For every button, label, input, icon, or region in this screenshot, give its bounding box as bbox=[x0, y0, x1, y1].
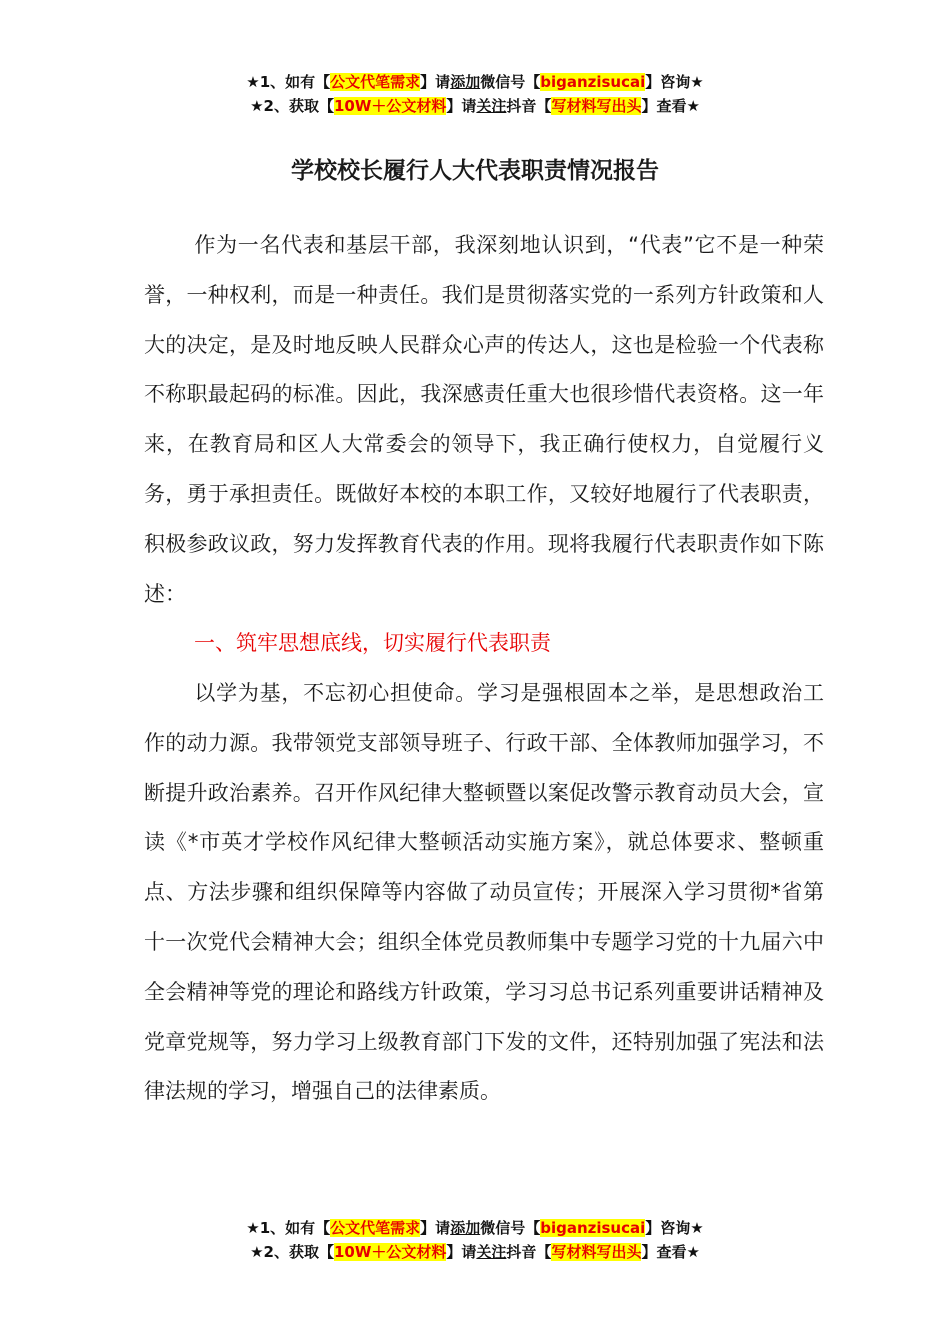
banner-highlight-wechat-id: biganzisucai bbox=[540, 73, 646, 91]
banner-line-1-text-2: 微信号【 bbox=[480, 73, 541, 91]
footer-highlight-materials: 10W＋公文材料 bbox=[333, 1243, 447, 1261]
paragraph-study-text: 以学为基，不忘初心担使命。学习是强根固本之举，是思想政治工作的动力源。我带领党支部领导班子、行政干部、全体教师加强学习，不断提升政治素养。召开作风纪律大整顿暨以案促改警示教育动员大会，宣读《*市英才学校作风纪律大整顿活动实施方案》，就总体要求、整顿重点、方法步骤和组织保障等内容做了动员宣传；开展深入学习贯彻*省第十一次党代会精神大会；组织全体党员教师集中专题学习党的十九届六中全会精神等党的理论和路线方针政策，学习习总书记系列重要讲话精神及党章党规等，努力学习上级教育部门下发的文件，还特别加强了宪法和法律法规的学习，增强自己的法律素质。 bbox=[144, 681, 824, 1104]
banner-line-2-text: 】请 bbox=[446, 97, 477, 115]
footer-line-1-text: 】请 bbox=[420, 1219, 451, 1237]
footer-line-1-prefix: ★1、如有【 bbox=[246, 1219, 331, 1237]
footer-line-2-text-2: 抖音【 bbox=[506, 1243, 552, 1261]
banner-line-2-suffix: 】查看★ bbox=[641, 97, 700, 115]
footer-highlight-wechat-id: biganzisucai bbox=[540, 1219, 646, 1237]
banner-highlight-materials: 10W＋公文材料 bbox=[333, 97, 447, 115]
banner-line-1-text: 】请 bbox=[420, 73, 451, 91]
footer-line-1-text-2: 微信号【 bbox=[480, 1219, 541, 1237]
banner-line-1 bbox=[0, 70, 950, 94]
footer-highlight-account: 写材料写出头 bbox=[551, 1243, 642, 1261]
footer-underlined-follow: 关注 bbox=[476, 1243, 507, 1261]
banner-highlight-account: 写材料写出头 bbox=[551, 97, 642, 115]
banner-line-2-text-2: 抖音【 bbox=[506, 97, 552, 115]
footer-banner-line-1 bbox=[0, 1216, 950, 1240]
banner-line-1-prefix: ★1、如有【 bbox=[246, 73, 331, 91]
footer-highlight-service: 公文代笔需求 bbox=[330, 1219, 421, 1237]
document-title: 学校校长履行人大代表职责情况报告 bbox=[291, 158, 659, 184]
banner-highlight-service: 公文代笔需求 bbox=[330, 73, 421, 91]
paragraph-intro-text: 作为一名代表和基层干部，我深刻地认识到，“代表”它不是一种荣誉，一种权利，而是一种责任。我们是贯彻落实党的一系列方针政策和人大的决定，是及时地反映人民群众心声的传达人，这也是检验一个代表称不称职最起码的标准。因此，我深感责任重大也很珍惜代表资格。这一年来，在教育局和区人大常委会的领导下，我正确行使权力，自觉履行义务，勇于承担责任。既做好本校的本职工作，又较好地履行了代表职责，积极参政议政，努力发挥教育代表的作用。现将我履行代表职责作如下陈述： bbox=[144, 233, 824, 606]
footer-line-2-suffix: 】查看★ bbox=[641, 1243, 700, 1261]
footer-line-2-text: 】请 bbox=[446, 1243, 477, 1261]
footer-banner-line-2 bbox=[0, 1240, 950, 1264]
banner-underlined-follow: 关注 bbox=[476, 97, 507, 115]
banner-line-2-prefix: ★2、获取【 bbox=[250, 97, 334, 115]
paragraph-study bbox=[144, 669, 824, 1117]
section-heading-1: 一、筑牢思想底线，切实履行代表职责 bbox=[194, 631, 551, 655]
banner-underlined-add: 添加 bbox=[450, 73, 481, 91]
banner-line-1-suffix: 】咨询★ bbox=[645, 73, 704, 91]
footer-underlined-add: 添加 bbox=[450, 1219, 481, 1237]
footer-banner bbox=[0, 1216, 950, 1264]
banner-line-2 bbox=[0, 94, 950, 118]
footer-line-1-suffix: 】咨询★ bbox=[645, 1219, 704, 1237]
paragraph-intro bbox=[144, 221, 824, 619]
header-banner bbox=[0, 70, 950, 118]
footer-line-2-prefix: ★2、获取【 bbox=[250, 1243, 334, 1261]
